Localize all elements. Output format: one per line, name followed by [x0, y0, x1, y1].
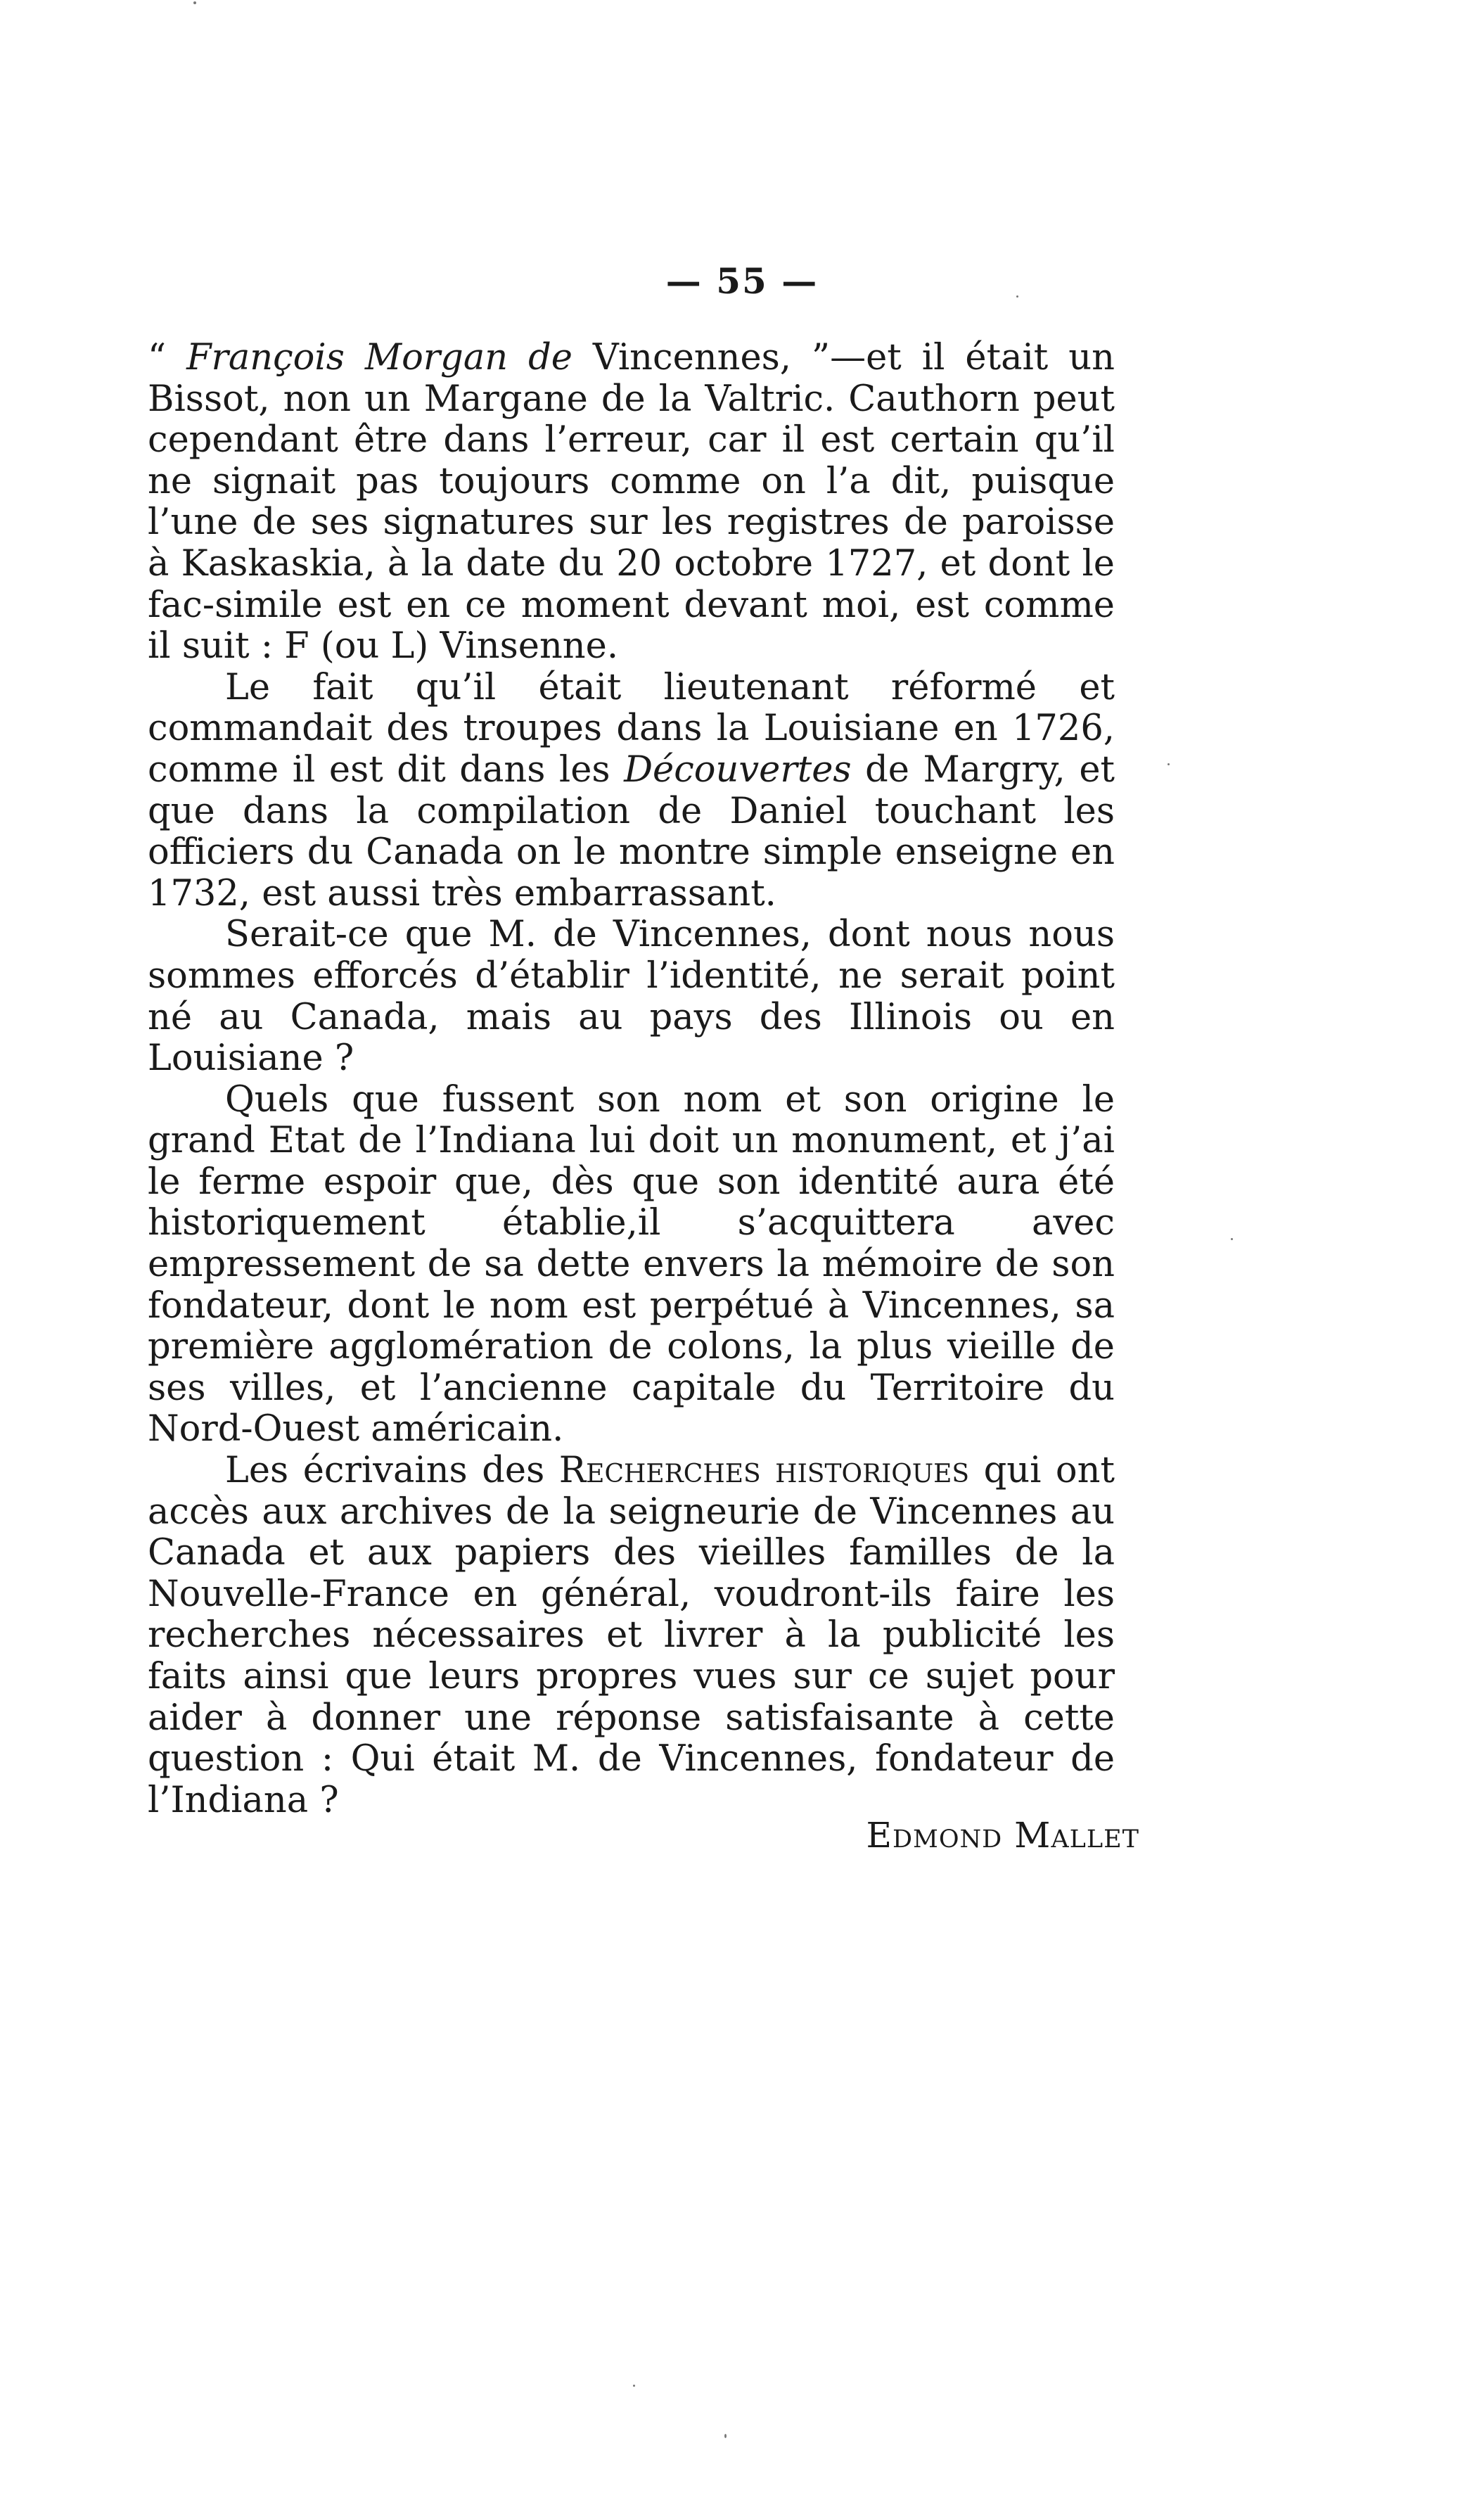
- scan-speck: [193, 1, 196, 4]
- paragraph-1-italic-name: François Morgan de: [186, 337, 573, 378]
- scan-speck: [1231, 1238, 1233, 1240]
- paragraph-5-smallcaps-title: Recherches historiques: [558, 1450, 970, 1492]
- paragraph-5-segment-3: qui ont accès aux archives de la seigneurie de Vincennes au Canada et aux papiers des vieilles familles de la Nouvelle-France en général, voudront-ils faire les recherches nécessaires et livrer à la publicité les faits ainsi que leurs propres vues sur ce sujet pour aider à donner une réponse satisfaisante à cette question : Qui était M. de Vincennes, fondateur de l’Indiana ?: [148, 1450, 1115, 1821]
- scan-speck: [1168, 763, 1170, 765]
- body-text: [148, 338, 1115, 1821]
- paragraph-1-segment-1: “: [148, 337, 187, 378]
- paragraph-5-segment-1: Les écrivains des: [225, 1450, 559, 1492]
- paragraph-3: [148, 914, 1115, 1079]
- paragraph-4: [148, 1080, 1115, 1450]
- paragraph-2-segment-1: Le fait qu’il était lieutenant réformé et commandait des troupes dans la Louisiane en 1726, comme il est dit dans les: [148, 666, 1115, 791]
- paragraph-2-italic-title: Découvertes: [624, 748, 852, 791]
- paragraph-1: [148, 338, 1115, 668]
- paragraph-4-segment-1: Quels que fussent son nom et son origine le grand Etat de l’Indiana lui doit un monument, et j’ai le ferme espoir que, dès que son identité aura été historiquement établie,il s’acquittera avec empressement de sa dette envers la mémoire de son fondateur, dont le nom est perpétué à Vincennes, sa première agglomération de colons, la plus vieille de ses villes, et l’ancienne capitale du Territoire du Nord-Ouest américain.: [148, 1078, 1115, 1450]
- scan-speck: [724, 2434, 727, 2438]
- paragraph-2-segment-3: de Margry, et que dans la compilation de Daniel touchant les officiers du Canada on le montre simple enseigne en 1732, est aussi très embarrassant.: [148, 748, 1115, 914]
- page-number: — 55 —: [665, 260, 819, 302]
- scan-speck: [633, 2385, 635, 2387]
- paragraph-5: [148, 1450, 1115, 1821]
- paragraph-2: [148, 668, 1115, 915]
- paragraph-1-segment-3: Vincennes, ”—et il était un Bissot, non un Margane de la Valtric. Cauthorn peut cependant être dans l’erreur, car il est certain qu’il ne signait pas toujours comme on l’a dit, puisque l’une de ses signatures sur les registres de paroisse à Kaskaskia, à la date du 20 octobre 1727, et dont le fac-simile est en ce moment devant moi, est comme il suit : F (ou L) Vinsenne.: [148, 337, 1115, 668]
- paragraph-3-segment-1: Serait-ce que M. de Vincennes, dont nous nous sommes efforcés d’établir l’identité, ne serait point né au Canada, mais au pays des Illinois ou en Louisiane ?: [148, 914, 1115, 1080]
- author-signature: Edmond Mallet: [866, 1815, 1139, 1856]
- scan-speck: [1016, 295, 1018, 298]
